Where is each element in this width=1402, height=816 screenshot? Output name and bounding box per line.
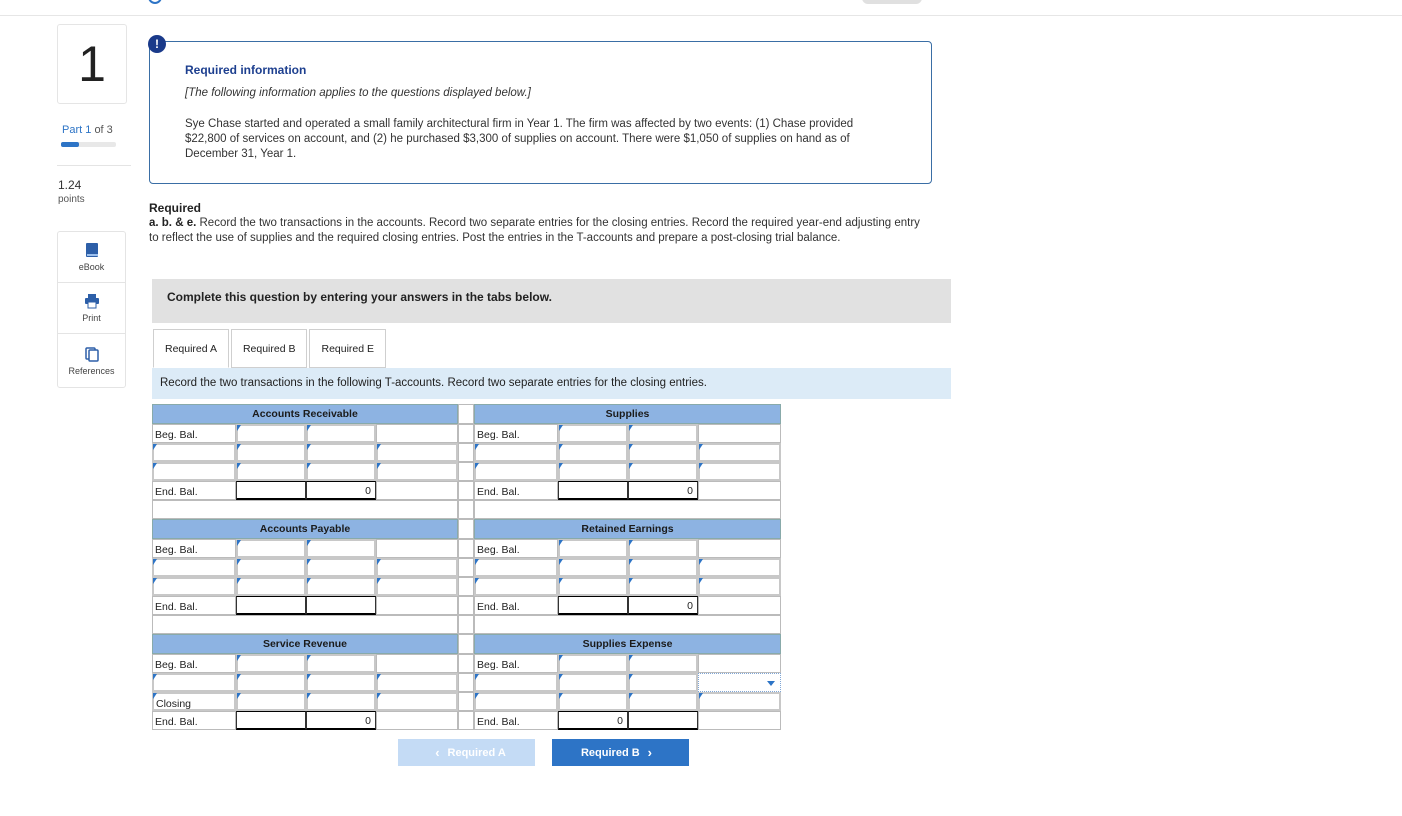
supplies-entry1-debit-input[interactable] <box>558 443 628 462</box>
re-beg-extra <box>698 539 781 558</box>
account-gap <box>458 654 474 673</box>
spacer <box>698 481 781 500</box>
required-prefix: a. b. & e. <box>149 217 197 229</box>
top-control[interactable] <box>862 0 922 4</box>
se-end-debit: 0 <box>558 711 628 730</box>
references-button[interactable] <box>58 334 125 387</box>
tab-required-b[interactable]: Required B <box>231 329 308 368</box>
re-entry2-label-input[interactable] <box>474 577 558 596</box>
account-header-supplies-expense: Supplies Expense <box>474 634 781 654</box>
account-gap <box>458 462 474 481</box>
re-end-credit: 0 <box>628 596 698 615</box>
account-gap <box>458 596 474 615</box>
account-header-service-revenue: Service Revenue <box>152 634 458 654</box>
label-end-bal: End. Bal. <box>474 596 558 615</box>
se-beg-credit-input[interactable] <box>628 654 698 673</box>
prev-required-button[interactable] <box>398 739 535 766</box>
account-gap <box>458 692 474 711</box>
ebook-button[interactable] <box>58 232 125 283</box>
part-total: of 3 <box>94 124 113 136</box>
prev-label: Required A <box>447 746 506 759</box>
sr-closing-label-input[interactable]: Closing <box>152 692 236 711</box>
label-beg-bal: Beg. Bal. <box>152 539 236 558</box>
account-gap <box>458 673 474 692</box>
se-entry1-debit-input[interactable] <box>558 673 628 692</box>
se-beg-extra <box>698 654 781 673</box>
tab-required-e[interactable]: Required E <box>309 329 386 368</box>
ar-entry1-debit-input[interactable] <box>236 443 306 462</box>
next-required-button[interactable] <box>552 739 689 766</box>
se-entry1-credit-input[interactable] <box>628 673 698 692</box>
account-gap <box>458 481 474 500</box>
ap-entry2-credit-input[interactable] <box>306 577 376 596</box>
ar-beg-credit-input[interactable] <box>306 424 376 443</box>
sr-entry1-credit-input[interactable] <box>306 673 376 692</box>
complete-text: Complete this question by entering your answers in the tabs below. <box>167 290 552 304</box>
required-title: Required <box>149 201 202 215</box>
account-gap <box>458 443 474 462</box>
account-gap <box>458 615 474 634</box>
supplies-entry2-credit-input[interactable] <box>628 462 698 481</box>
se-entry-dropdown[interactable] <box>698 673 781 692</box>
account-header-accounts-payable: Accounts Payable <box>152 519 458 539</box>
required-text: Record the two transactions in the accounts. Record two separate entries for the closing entries. Record the required year-end adjusting entry to reflect the use of supplies and the required closing entries. Post the entries in the T-accounts and prepare a post-closing trial balance. <box>149 217 920 244</box>
ar-end-debit <box>236 481 306 500</box>
sr-end-debit <box>236 711 306 730</box>
sr-entry1-extra-input[interactable] <box>376 673 458 692</box>
ar-entry1-extra-input[interactable] <box>376 443 458 462</box>
label-beg-bal: Beg. Bal. <box>152 424 236 443</box>
sr-beg-credit-input[interactable] <box>306 654 376 673</box>
sr-closing-extra-input[interactable] <box>376 692 458 711</box>
supplies-entry2-debit-input[interactable] <box>558 462 628 481</box>
label-end-bal: End. Bal. <box>152 481 236 500</box>
ar-end-credit: 0 <box>306 481 376 500</box>
account-gap <box>458 519 474 539</box>
account-header-retained-earnings: Retained Earnings <box>474 519 781 539</box>
sr-beg-extra <box>376 654 458 673</box>
se-beg-debit-input[interactable] <box>558 654 628 673</box>
ap-beg-debit-input[interactable] <box>236 539 306 558</box>
ar-beg-debit-input[interactable] <box>236 424 306 443</box>
re-beg-credit-input[interactable] <box>628 539 698 558</box>
label-end-bal: End. Bal. <box>474 711 558 730</box>
ar-entry2-debit-input[interactable] <box>236 462 306 481</box>
supplies-entry1-credit-input[interactable] <box>628 443 698 462</box>
ap-end-credit <box>306 596 376 615</box>
ap-end-debit <box>236 596 306 615</box>
ap-entry1-debit-input[interactable] <box>236 558 306 577</box>
label-beg-bal: Beg. Bal. <box>152 654 236 673</box>
next-label: Required B <box>580 746 640 759</box>
ap-entry2-label-input[interactable] <box>152 577 236 596</box>
re-end-debit <box>558 596 628 615</box>
spacer <box>376 481 458 500</box>
ap-beg-credit-input[interactable] <box>306 539 376 558</box>
spacer-row <box>152 500 458 519</box>
label-beg-bal: Beg. Bal. <box>474 539 558 558</box>
account-gap <box>458 558 474 577</box>
part-progress-fill <box>61 142 79 147</box>
chevron-right-icon: › <box>647 745 653 760</box>
spacer-row <box>474 615 781 634</box>
top-divider <box>0 15 1402 16</box>
chevron-down-icon <box>767 681 775 686</box>
label-end-bal: End. Bal. <box>152 711 236 730</box>
supplies-end-debit <box>558 481 628 500</box>
references-label: References <box>68 365 115 376</box>
se-entry2-debit-input[interactable] <box>558 692 628 711</box>
required-body <box>149 216 929 246</box>
re-entry1-label-input[interactable] <box>474 558 558 577</box>
chevron-left-icon: ‹ <box>435 745 440 760</box>
re-entry2-credit-input[interactable] <box>628 577 698 596</box>
se-end-credit <box>628 711 698 730</box>
account-gap <box>458 634 474 654</box>
ap-entry1-extra-input[interactable] <box>376 558 458 577</box>
re-entry1-credit-input[interactable] <box>628 558 698 577</box>
sr-end-credit: 0 <box>306 711 376 730</box>
points-value: 1.24 <box>58 178 82 192</box>
instruction-bar: Record the two transactions in the following T-accounts. Record two separate entries for the closing entries. <box>152 368 951 399</box>
se-entry2-extra-input[interactable] <box>698 692 781 711</box>
ap-entry1-credit-input[interactable] <box>306 558 376 577</box>
ap-entry1-label-input[interactable] <box>152 558 236 577</box>
account-gap <box>458 711 474 730</box>
sr-closing-credit-input[interactable] <box>306 692 376 711</box>
sr-closing-debit-input[interactable] <box>236 692 306 711</box>
account-header-supplies: Supplies <box>474 404 781 424</box>
se-entry2-label-input[interactable] <box>474 692 558 711</box>
info-note: [The following information applies to the questions displayed below.] <box>185 87 531 99</box>
points-label: points <box>58 194 85 205</box>
spacer <box>376 711 458 730</box>
re-beg-debit-input[interactable] <box>558 539 628 558</box>
ar-beg-extra <box>376 424 458 443</box>
info-body: Sye Chase started and operated a small family architectural firm in Year 1. The firm was affected by two events: (1) Chase provided $22,800 of services on account, and (2) he purchased $3,300 of supplies on account. There were $1,050 of supplies on hand as of December 31, Year 1. <box>185 118 854 160</box>
printer-icon <box>84 293 100 309</box>
print-label: Print <box>82 313 101 323</box>
references-icon <box>84 346 100 362</box>
answer-tabs <box>153 329 388 368</box>
ap-entry2-extra-input[interactable] <box>376 577 458 596</box>
se-entry1-label-input[interactable] <box>474 673 558 692</box>
supplies-beg-debit-input[interactable] <box>558 424 628 443</box>
re-entry1-extra-input[interactable] <box>698 558 781 577</box>
alert-icon: ! <box>148 35 166 53</box>
supplies-beg-credit-input[interactable] <box>628 424 698 443</box>
ar-entry2-credit-input[interactable] <box>306 462 376 481</box>
supplies-entry1-extra-input[interactable] <box>698 443 781 462</box>
account-gap <box>458 424 474 443</box>
complete-banner <box>152 279 951 323</box>
sr-beg-debit-input[interactable] <box>236 654 306 673</box>
ebook-label: eBook <box>78 262 105 272</box>
part-prefix: Part <box>62 124 83 136</box>
spacer <box>698 711 781 730</box>
label-end-bal: End. Bal. <box>474 481 558 500</box>
spacer <box>376 596 458 615</box>
tools-panel <box>57 231 126 388</box>
account-gap <box>458 577 474 596</box>
se-entry2-credit-input[interactable] <box>628 692 698 711</box>
label-beg-bal: Beg. Bal. <box>474 654 558 673</box>
tab-required-a[interactable]: Required A <box>153 329 229 368</box>
supplies-beg-extra <box>698 424 781 443</box>
label-end-bal: End. Bal. <box>152 596 236 615</box>
rail-divider <box>57 165 131 166</box>
account-gap <box>458 539 474 558</box>
ar-entry2-extra-input[interactable] <box>376 462 458 481</box>
part-current: 1 <box>85 124 92 136</box>
spacer <box>698 596 781 615</box>
supplies-entry2-label-input[interactable] <box>474 462 558 481</box>
account-header-accounts-receivable: Accounts Receivable <box>152 404 458 424</box>
supplies-end-credit: 0 <box>628 481 698 500</box>
re-entry1-debit-input[interactable] <box>558 558 628 577</box>
sr-entry1-label-input[interactable] <box>152 673 236 692</box>
supplies-entry2-extra-input[interactable] <box>698 462 781 481</box>
print-button[interactable] <box>58 283 125 334</box>
ar-entry1-label-input[interactable] <box>152 443 236 462</box>
ap-entry2-debit-input[interactable] <box>236 577 306 596</box>
account-gap <box>458 500 474 519</box>
info-title: Required information <box>185 63 307 77</box>
part-indicator <box>62 124 113 136</box>
part-progress-bar <box>61 142 116 147</box>
re-entry2-extra-input[interactable] <box>698 577 781 596</box>
question-number: 1 <box>57 24 127 104</box>
spacer-row <box>474 500 781 519</box>
account-gap <box>458 404 474 424</box>
ar-entry1-credit-input[interactable] <box>306 443 376 462</box>
sr-entry1-debit-input[interactable] <box>236 673 306 692</box>
label-beg-bal: Beg. Bal. <box>474 424 558 443</box>
spacer-row <box>152 615 458 634</box>
book-icon <box>84 242 100 258</box>
ap-beg-extra <box>376 539 458 558</box>
top-progress-icon <box>148 0 162 4</box>
ar-entry2-label-input[interactable] <box>152 462 236 481</box>
supplies-entry1-label-input[interactable] <box>474 443 558 462</box>
re-entry2-debit-input[interactable] <box>558 577 628 596</box>
